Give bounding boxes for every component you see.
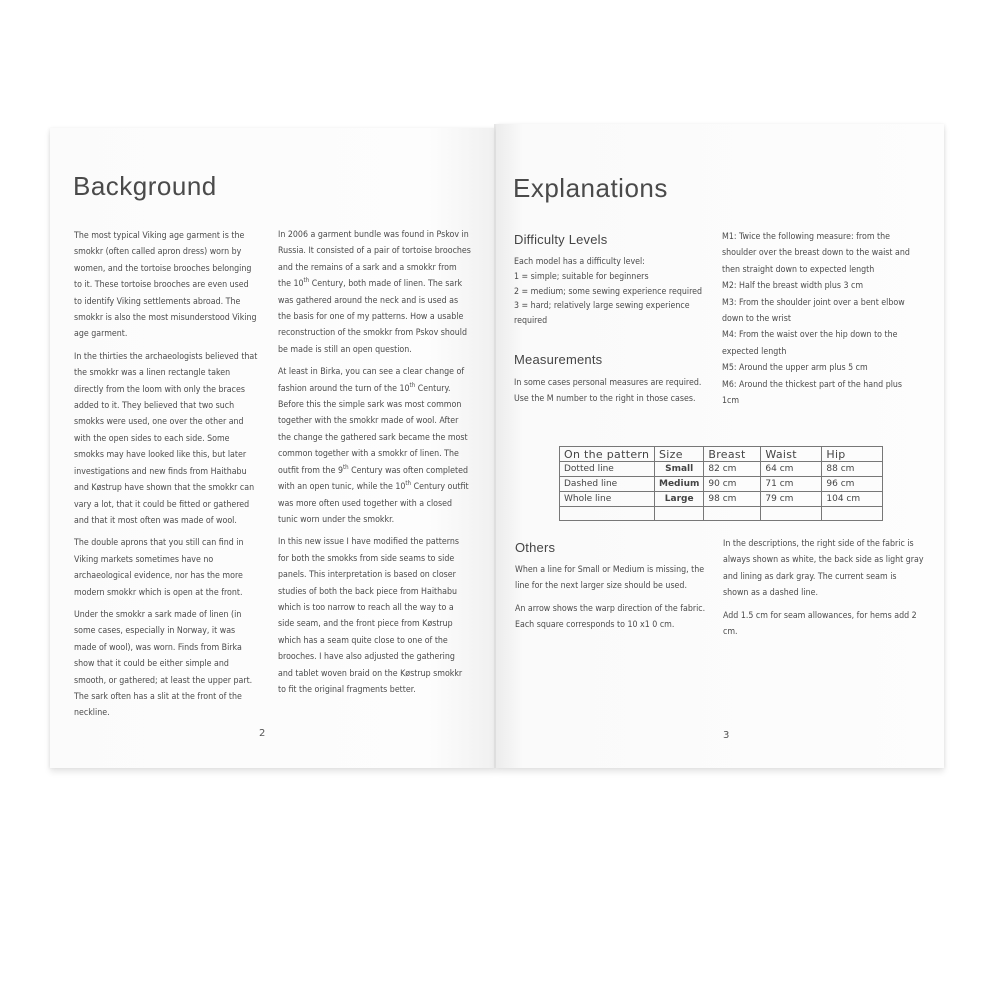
table-cell: 96 cm bbox=[822, 477, 883, 492]
left-column-2 bbox=[278, 227, 471, 704]
table-cell: 82 cm bbox=[704, 462, 761, 477]
left-page-title: Background bbox=[73, 171, 217, 201]
m-number-list bbox=[722, 229, 915, 409]
paragraph: At least in Birka, you can see a clear change of fashion around the turn of the 10th Century. Before this the simple sark was most common together with the smokkr made of wool. After the change the gathered sark became the most common together with a smokkr of linen. The outfit from the 9th Century was often completed with an open tunic, while the 10th Century outfit was more often used together with a closed tunic worn under the smokkr. bbox=[278, 367, 469, 525]
table-cell bbox=[655, 507, 704, 521]
others-heading: Others bbox=[515, 540, 556, 555]
table-cell: Large bbox=[655, 492, 704, 507]
column-header: On the pattern bbox=[560, 447, 655, 462]
paragraph: In the descriptions, the right side of the fabric is always shown as white, the back side as light gray and lining as dark gray. The current seam is shown as a dashed line. bbox=[723, 539, 924, 599]
table-row-empty bbox=[560, 507, 883, 521]
table-cell: 64 cm bbox=[761, 462, 822, 477]
table-header-row bbox=[560, 447, 883, 462]
table-cell: 90 cm bbox=[704, 477, 761, 492]
difficulty-text bbox=[514, 255, 707, 329]
table-cell bbox=[560, 507, 655, 521]
table-cell bbox=[822, 507, 883, 521]
column-header: Breast bbox=[704, 447, 761, 462]
table-cell: Whole line bbox=[560, 492, 655, 507]
difficulty-heading: Difficulty Levels bbox=[514, 232, 608, 247]
measurements-text: In some cases personal measures are required. Use the M number to the right in those cases. bbox=[514, 378, 702, 405]
m-item: M1: Twice the following measure: from the shoulder over the breast down to the waist and then straight down to expected length bbox=[722, 232, 910, 275]
column-header: Hip bbox=[822, 447, 883, 462]
paragraph: When a line for Small or Medium is missing, the line for the next larger size should be used. bbox=[515, 565, 705, 592]
table-cell: 98 cm bbox=[704, 492, 761, 507]
table-cell: Dashed line bbox=[560, 477, 655, 492]
table-cell: Medium bbox=[655, 477, 704, 492]
table-cell: 104 cm bbox=[822, 492, 883, 507]
paragraph: The double aprons that you still can find in Viking markets sometimes have no archaeological evidence, nor has the more modern smokkr which is open at the front. bbox=[74, 538, 244, 598]
m-item: M6: Around the thickest part of the hand plus 1cm bbox=[722, 379, 903, 407]
fabric-notes bbox=[723, 536, 924, 646]
difficulty-line: 1 = simple; suitable for beginners bbox=[514, 271, 649, 282]
table-cell: 71 cm bbox=[761, 477, 822, 492]
page-number-left: 2 bbox=[259, 728, 266, 739]
m-item: M3: From the shoulder joint over a bent elbow down to the wrist bbox=[722, 297, 905, 325]
table-row bbox=[560, 492, 883, 507]
paragraph: An arrow shows the warp direction of the fabric. Each square corresponds to 10 x1 0 cm. bbox=[515, 603, 706, 631]
page-number-right: 3 bbox=[723, 730, 730, 741]
others-text bbox=[515, 562, 710, 640]
table-cell: Dotted line bbox=[560, 462, 655, 477]
size-table bbox=[559, 446, 883, 521]
table-row bbox=[560, 462, 883, 477]
difficulty-line: 2 = medium; some sewing experience required bbox=[514, 286, 703, 297]
paragraph: In this new issue I have modified the patterns for both the smokks from side seams to side panels. This interpretation is based on closer studies of both the back piece from Haithabu which is too narrow to reach all the way to a side seam, and the front piece from Køstrup which has a seam quite close to one of the brooches. I have also adjusted the gathering and tablet woven braid on the Køstrup smokkr to fit the original fragments better. bbox=[278, 537, 463, 695]
right-page-title: Explanations bbox=[513, 173, 668, 203]
table-cell: Small bbox=[655, 462, 704, 477]
table-row bbox=[560, 477, 883, 492]
paragraph: Under the smokkr a sark made of linen (in some cases, especially in Norway, it was made of wool), was worn. Finds from Birka show that it could be either simple and smooth, or gathered; at least the upper part. The sark often has a slit at the front of the neckline. bbox=[74, 609, 253, 719]
table-cell: 79 cm bbox=[761, 492, 822, 507]
paragraph: In the thirties the archaeologists believed that the smokkr was a linen rectangle taken directly from the loom with only the braces added to it. They believed that two such smokks were used, one over the other and with the open sides to each side. Some smokks may have looked like this, but later investigations and new finds from Haithabu and Køstrup have shown that the smokkr can vary a lot, that it could be fitted or gathered and that it most often was made of wool. bbox=[74, 351, 258, 526]
paragraph: In 2006 a garment bundle was found in Pskov in Russia. It consisted of a pair of tortoise brooches and the remains of a sark and a smokkr from the 10th Century, both made of linen. The sark was gathered around the neck and is used as the basis for one of my patterns. How a usable reconstruction of the smokkr from Pskov should be made is still an open question. bbox=[278, 230, 471, 355]
table-cell bbox=[761, 507, 822, 521]
m-item: M2: Half the breast width plus 3 cm bbox=[722, 281, 864, 292]
paragraph: Add 1.5 cm for seam allowances, for hems add 2 cm. bbox=[723, 610, 917, 638]
table-cell: 88 cm bbox=[822, 462, 883, 477]
m-item: M4: From the waist over the hip down to the expected length bbox=[722, 330, 898, 357]
m-item: M5: Around the upper arm plus 5 cm bbox=[722, 363, 868, 374]
left-column-1 bbox=[74, 228, 258, 728]
difficulty-line: Each model has a difficulty level: bbox=[514, 257, 645, 267]
column-header: Waist bbox=[761, 447, 822, 462]
column-header: Size bbox=[655, 447, 704, 462]
difficulty-line: 3 = hard; relatively large sewing experience required bbox=[514, 301, 690, 327]
table-cell bbox=[704, 507, 761, 521]
paragraph: The most typical Viking age garment is the smokkr (often called apron dress) worn by women, and the tortoise brooches belonging to it. These tortoise brooches are even used to identify Viking settlements abroad. The smokkr is also the most misunderstood Viking age garment. bbox=[74, 231, 257, 340]
measurements-heading: Measurements bbox=[514, 352, 603, 367]
